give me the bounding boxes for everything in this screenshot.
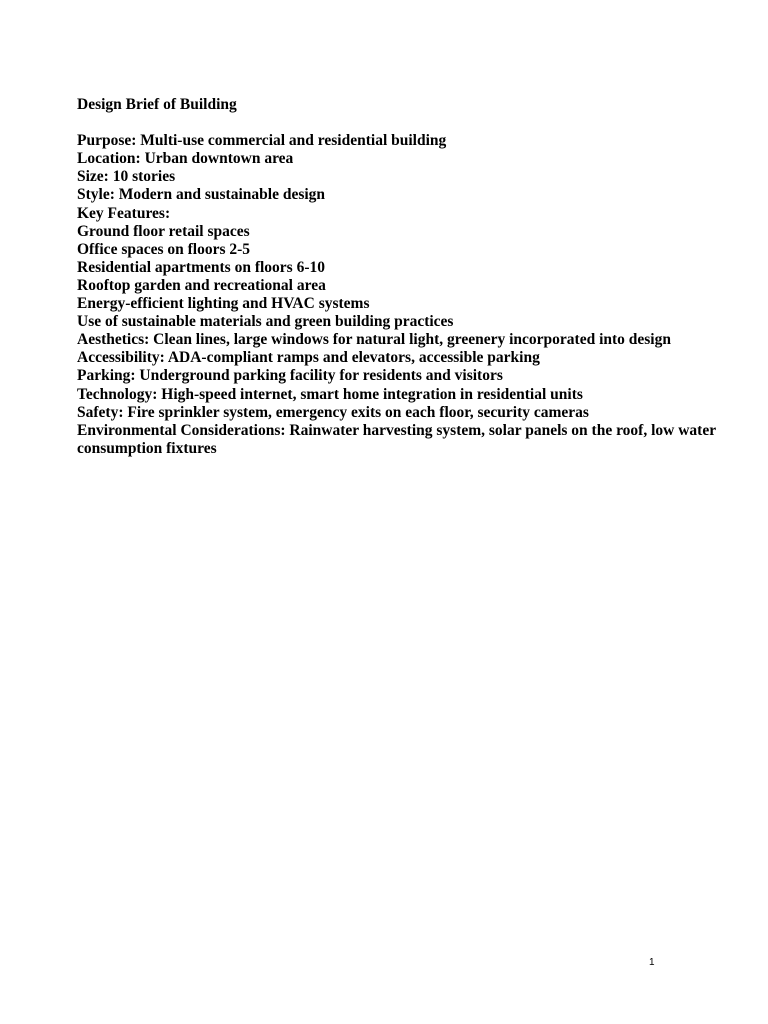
brief-line-residential: Residential apartments on floors 6-10 bbox=[77, 258, 325, 276]
brief-line-accessibility: Accessibility: ADA-compliant ramps and elevators, accessible parking bbox=[77, 349, 540, 367]
brief-line-purpose: Purpose: Multi-use commercial and residential building bbox=[77, 132, 447, 150]
title-spacer bbox=[77, 114, 737, 132]
document-title: Design Brief of Building bbox=[77, 96, 237, 113]
brief-line-parking: Parking: Underground parking facility for residents and visitors bbox=[77, 367, 503, 385]
brief-line-key-features: Key Features: bbox=[77, 204, 171, 222]
brief-line-retail: Ground floor retail spaces bbox=[77, 222, 250, 240]
document-content bbox=[77, 96, 737, 458]
brief-line-materials: Use of sustainable materials and green building practices bbox=[77, 313, 454, 331]
page-number: 1 bbox=[649, 957, 655, 968]
brief-line-style: Style: Modern and sustainable design bbox=[77, 186, 326, 204]
brief-line-technology: Technology: High-speed internet, smart home integration in residential units bbox=[77, 385, 583, 403]
brief-line-energy: Energy-efficient lighting and HVAC systems bbox=[77, 295, 370, 313]
brief-line-size: Size: 10 stories bbox=[77, 168, 176, 186]
brief-line-rooftop: Rooftop garden and recreational area bbox=[77, 276, 326, 294]
brief-line-aesthetics: Aesthetics: Clean lines, large windows for natural light, greenery incorporated into design bbox=[77, 331, 671, 349]
brief-line-environmental: Environmental Considerations: Rainwater harvesting system, solar panels on the roof, low water consumption fixtures bbox=[77, 421, 716, 457]
brief-line-safety: Safety: Fire sprinkler system, emergency exits on each floor, security cameras bbox=[77, 403, 589, 421]
brief-line-office: Office spaces on floors 2-5 bbox=[77, 240, 251, 258]
brief-line-location: Location: Urban downtown area bbox=[77, 150, 294, 168]
